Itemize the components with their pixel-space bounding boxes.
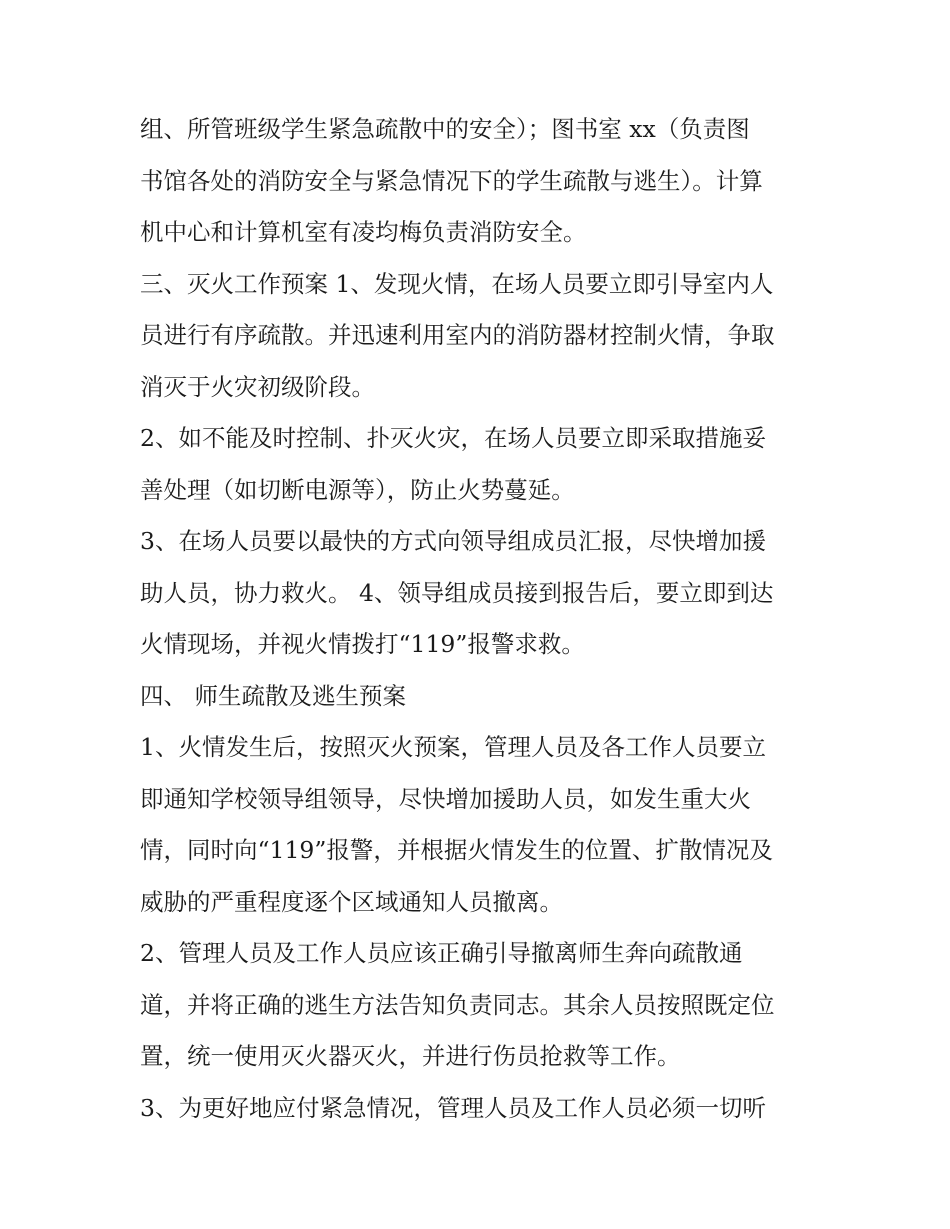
text-line: 威胁的严重程度逐个区域通知人员撤离。: [140, 887, 563, 916]
text-line: 3、在场人员要以最快的方式向领导组成员汇报，尽快增加援: [140, 527, 766, 555]
document-body: [140, 104, 820, 1134]
text-line: 置，统一使用灭火器灭火，并进行伤员抢救等工作。: [140, 1042, 681, 1070]
text-line: 机中心和计算机室有凌均梅负责消防安全。: [140, 218, 587, 246]
text-line: 书馆各处的消防安全与紧急情况下的学生疏散与逃生）。计算: [140, 166, 763, 195]
text-line: 情，同时向“119”报警，并根据火情发生的位置、扩散情况及: [140, 836, 773, 864]
text-line: 道，并将正确的逃生方法告知负责同志。其余人员按照既定位: [140, 990, 775, 1019]
text-line: 组、所管班级学生紧急疏散中的安全）；图书室 xx（负责图: [140, 115, 750, 143]
text-line: 助人员，协力救火。 4、领导组成员接到报告后，要立即到达: [140, 578, 774, 607]
text-line: 2、如不能及时控制、扑灭火灾，在场人员要立即采取措施妥: [140, 424, 766, 452]
text-line: 3、为更好地应付紧急情况，管理人员及工作人员必须一切听: [140, 1093, 766, 1122]
text-line: 1、火情发生后，按照灭火预案，管理人员及各工作人员要立: [140, 733, 766, 761]
text-line: 善处理（如切断电源等），防止火势蔓延。: [140, 475, 575, 504]
text-line: 消灭于火灾初级阶段。: [140, 372, 375, 401]
text-line: 火情现场，并视火情拨打“119”报警求救。: [140, 630, 585, 658]
section-heading-line: 三、灭火工作预案 1、发现火情，在场人员要立即引导室内人: [140, 269, 774, 298]
text-line: 2、管理人员及工作人员应该正确引导撤离师生奔向疏散通: [140, 939, 743, 967]
text-line: 员进行有序疏散。并迅速利用室内的消防器材控制火情，争取: [140, 321, 775, 349]
text-line: 即通知学校领导组领导，尽快增加援助人员，如发生重大火: [140, 784, 751, 813]
section-heading: 四、 师生疏散及逃生预案: [140, 681, 406, 710]
